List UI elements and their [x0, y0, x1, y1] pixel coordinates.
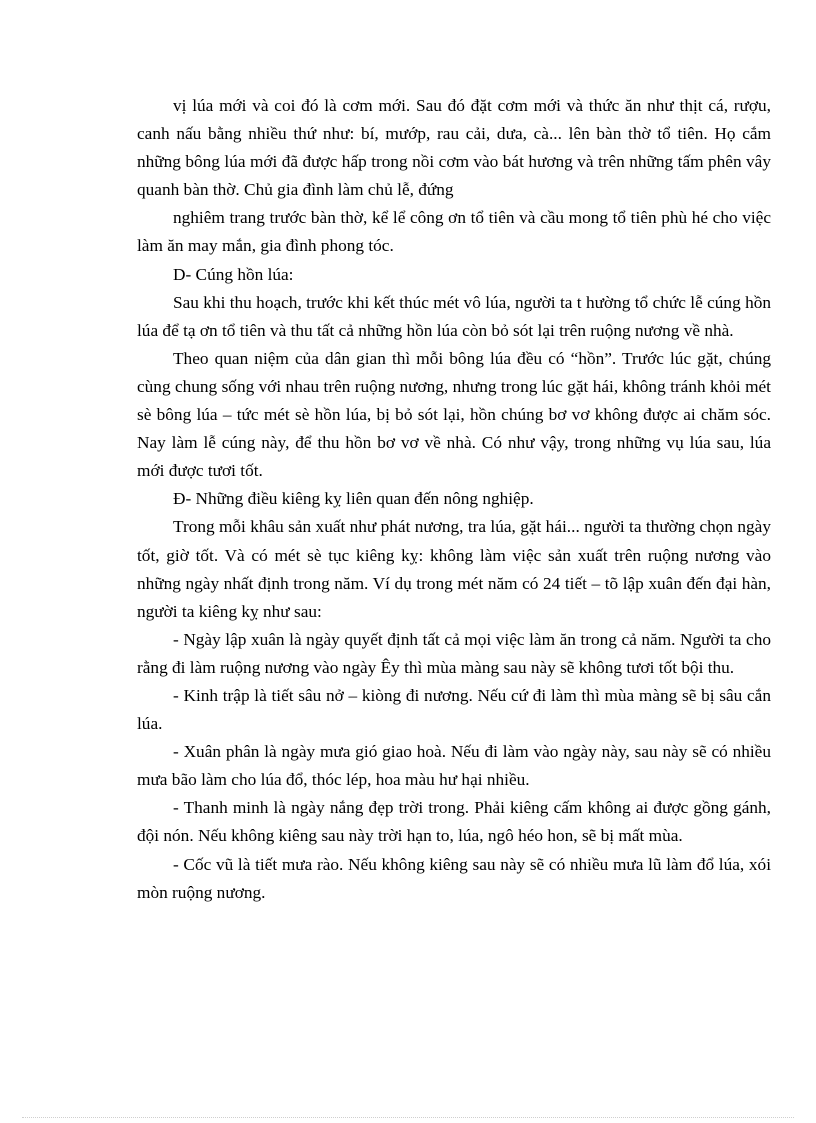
paragraph: Trong mỗi khâu sản xuất như phát nương, tra lúa, gặt hái... người ta thường chọn ngày tốt, giờ tốt. Và có mét sè tục kiêng kỵ: không làm việc sản xuất trên ruộng nương vào những ngày nhất định trong năm. Ví dụ trong mét năm có 24 tiết – tõ lập xuân đến đại hàn, người ta kiêng kỵ như sau:	[137, 517, 771, 621]
page-bottom-divider	[22, 1117, 794, 1118]
section-heading-kieng-ky: Đ- Những điều kiêng kỵ liên quan đến nông nghiệp.	[173, 489, 534, 509]
list-item: - Kinh trập là tiết sâu nở – kiòng đi nương. Nếu cứ đi làm thì mùa màng sẽ bị sâu cắn lúa.	[137, 685, 771, 734]
document-body	[137, 92, 771, 907]
paragraph: Theo quan niệm của dân gian thì mỗi bông lúa đều có “hồn”. Trước lúc gặt, chúng cùng chung sống với nhau trên ruộng nương, nhưng trong lúc gặt hái, không tránh khỏi mét sè bông lúa – tức mét sè hồn lúa, bị bỏ sót lại, hồn chúng bơ vơ không được ai chăm sóc. Nay làm lễ cúng này, để thu hồn bơ vơ về nhà. Có như vậy, trong những vụ lúa sau, lúa mới được tươi tốt.	[137, 348, 771, 481]
list-item: - Thanh minh là ngày nắng đẹp trời trong. Phải kiêng cấm không ai được gồng gánh, đội nón. Nếu không kiêng sau này trời hạn to, lúa, ngô héo hon, sẽ bị mất mùa.	[137, 798, 771, 846]
list-item: - Cốc vũ là tiết mưa rào. Nếu không kiêng sau này sẽ có nhiều mưa lũ làm đổ lúa, xói mòn ruộng nương.	[137, 854, 771, 902]
paragraph: nghiêm trang trước bàn thờ, kể lể công ơn tổ tiên và cầu mong tổ tiên phù hé cho việc làm ăn may mắn, gia đình phong tóc.	[137, 208, 771, 256]
list-item: - Ngày lập xuân là ngày quyết định tất cả mọi việc làm ăn trong cả năm. Người ta cho rằng đi làm ruộng nương vào ngày Êy thì mùa màng sau này sẽ không tươi tốt bội thu.	[137, 629, 771, 677]
paragraph: vị lúa mới và coi đó là cơm mới. Sau đó đặt cơm mới và thức ăn như thịt cá, rượu, canh nấu bằng nhiều thứ như: bí, mướp, rau cải, dưa, cà... lên bàn thờ tổ tiên. Họ cắm những bông lúa mới đã được hấp trong nồi cơm vào bát hương và trên những tấm phên vây quanh bàn thờ. Chủ gia đình làm chủ lễ, đứng	[137, 96, 771, 200]
list-item: - Xuân phân là ngày mưa gió giao hoà. Nếu đi làm vào ngày này, sau này sẽ có nhiều mưa bão làm cho lúa đổ, thóc lép, hoa màu hư hại nhiều.	[137, 742, 771, 790]
section-heading-cung-hon-lua: D- Cúng hồn lúa:	[173, 264, 294, 284]
paragraph: Sau khi thu hoạch, trước khi kết thúc mét vô lúa, người ta t hường tổ chức lễ cúng hồn lúa để tạ ơn tổ tiên và thu tất cả những hồn lúa còn bỏ sót lại trên ruộng nương về nhà.	[137, 292, 771, 340]
